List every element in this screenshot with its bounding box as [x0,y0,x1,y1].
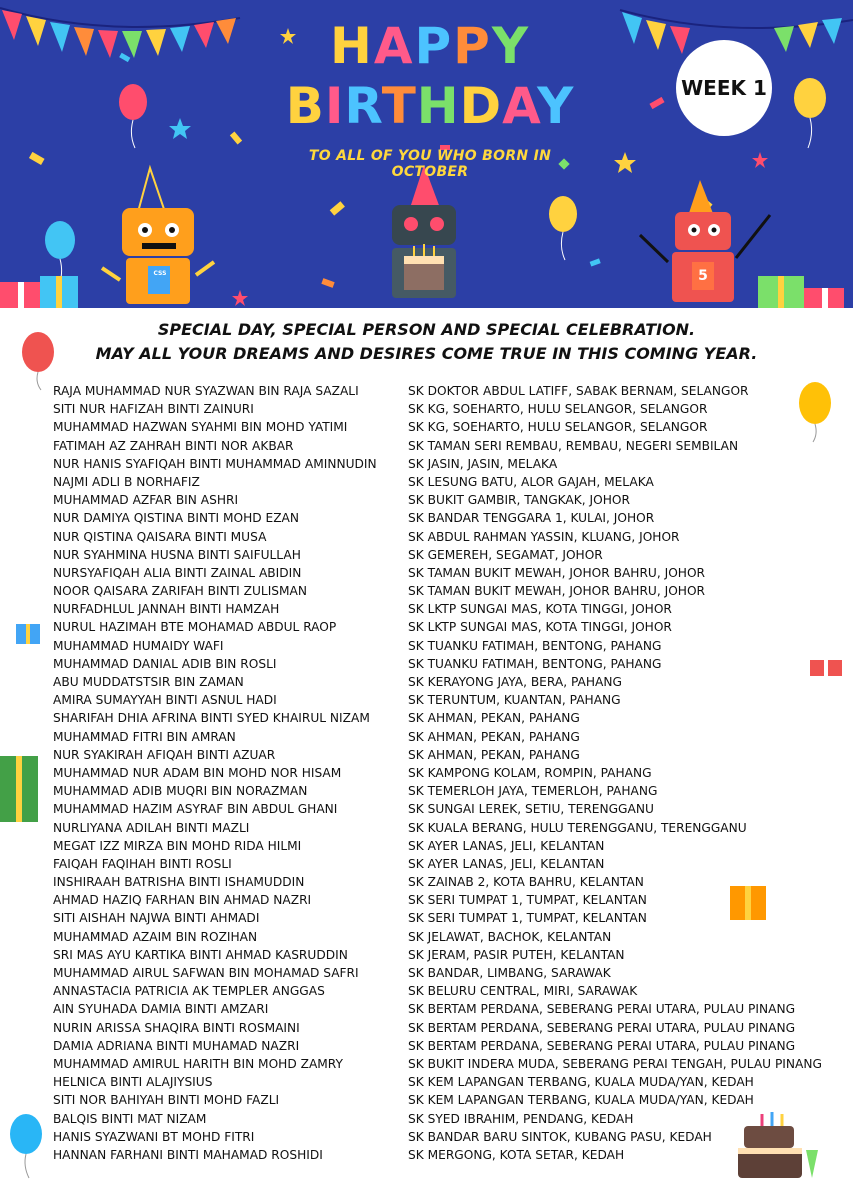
school-name: SK GEMEREH, SEGAMAT, JOHOR [408,547,603,562]
student-name: NURIN ARISSA SHAQIRA BINTI ROSMAINI [53,1020,300,1035]
week-badge-label: WEEK 1 [681,76,767,100]
student-name: MEGAT IZZ MIRZA BIN MOHD RIDA HILMI [53,838,302,853]
student-name: MUHAMMAD HUMAIDY WAFI [53,638,224,653]
school-name: SK JERAM, PASIR PUTEH, KELANTAN [408,947,625,962]
robot-right-badge: 5 [698,268,708,284]
school-name: SK ZAINAB 2, KOTA BAHRU, KELANTAN [408,875,644,890]
birthday-banner [0,0,853,308]
student-name: MUHAMMAD HAZWAN SYAHMI BIN MOHD YATIMI [53,420,348,435]
school-name: SK KERAYONG JAYA, BERA, PAHANG [408,675,622,689]
schools-list [408,382,822,1164]
school-name: SK TERUNTUM, KUANTAN, PAHANG [408,693,621,708]
student-name: NUR SYAHMINA HUSNA BINTI SAIFULLAH [53,547,301,562]
school-name: SK SERI TUMPAT 1, TUMPAT, KELANTAN [408,911,647,926]
school-name: SK KG, SOEHARTO, HULU SELANGOR, SELANGOR [408,420,708,435]
school-name: SK TUANKU FATIMAH, BENTONG, PAHANG [408,638,662,653]
slogan-line-2: MAY ALL YOUR DREAMS AND DESIRES COME TRUE IN THIS COMING YEAR. [95,344,758,363]
student-name: HELNICA BINTI ALAJIYSIUS [53,1075,213,1090]
title-letter: I [324,77,345,135]
student-name: MUHAMMAD AZAIM BIN ROZIHAN [53,929,258,944]
student-name: MUHAMMAD HAZIM ASYRAF BIN ABDUL GHANI [53,802,338,817]
student-name: BALQIS BINTI MAT NIZAM [53,1111,207,1126]
school-name: SK ABDUL RAHMAN YASSIN, KLUANG, JOHOR [408,529,680,544]
student-name: HANNAN FARHANI BINTI MAHAMAD ROSHIDI [53,1147,323,1162]
school-name: SK MERGONG, KOTA SETAR, KEDAH [408,1147,625,1162]
student-name: NUR DAMIYA QISTINA BINTI MOHD EZAN [53,511,300,526]
balloon-blue-icon [10,1114,42,1178]
bunting-left [0,8,240,58]
student-name: NURUL HAZIMAH BTE MOHAMAD ABDUL RAOP [53,620,337,635]
robot-left-illustration [102,168,214,304]
student-name: RAJA MUHAMMAD NUR SYAZWAN BIN RAJA SAZALI [53,384,359,398]
school-name: SK KG, SOEHARTO, HULU SELANGOR, SELANGOR [408,402,708,417]
school-name: SK AYER LANAS, JELI, KELANTAN [408,856,605,871]
school-name: SK TEMERLOH JAYA, TEMERLOH, PAHANG [408,784,658,799]
gift-small-left-icon [16,624,40,644]
school-name: SK SERI TUMPAT 1, TUMPAT, KELANTAN [408,893,647,908]
student-name: ANNASTACIA PATRICIA AK TEMPLER ANGGAS [53,984,325,999]
school-name: SK AHMAN, PEKAN, PAHANG [408,747,580,762]
school-name: SK LKTP SUNGAI MAS, KOTA TINGGI, JOHOR [408,620,672,635]
names-list [53,382,398,1164]
student-name: SITI NUR HAFIZAH BINTI ZAINURI [53,402,254,417]
school-name: SK BELURU CENTRAL, MIRI, SARAWAK [408,984,638,999]
title-letter: A [373,17,415,75]
student-name: MUHAMMAD ADIB MUQRI BIN NORAZMAN [53,784,308,799]
student-name: MUHAMMAD AIRUL SAFWAN BIN MOHAMAD SAFRI [53,966,359,980]
balloon-red-icon [22,332,54,390]
student-name: SITI NOR BAHIYAH BINTI MOHD FAZLI [53,1093,280,1108]
title-letter: H [416,77,460,135]
student-name: MUHAMMAD AMIRUL HARITH BIN MOHD ZAMRY [53,1056,343,1071]
school-name: SK BANDAR, LIMBANG, SARAWAK [408,966,611,980]
title-letter: T [381,77,417,135]
student-name: MUHAMMAD NUR ADAM BIN MOHD NOR HISAM [53,765,342,780]
school-name: SK LESUNG BATU, ALOR GAJAH, MELAKA [408,474,654,489]
school-name: SK BERTAM PERDANA, SEBERANG PERAI UTARA, PULAU PINANG [408,1038,796,1053]
school-name: SK TAMAN BUKIT MEWAH, JOHOR BAHRU, JOHOR [408,584,706,599]
student-name: NURSYAFIQAH ALIA BINTI ZAINAL ABIDIN [53,565,302,580]
student-name: NUR QISTINA QAISARA BINTI MUSA [53,529,267,544]
student-name: HANIS SYAZWANI BT MOHD FITRI [53,1129,255,1144]
student-name: MUHAMMAD DANIAL ADIB BIN ROSLI [53,656,277,671]
school-name: SK KEM LAPANGAN TERBANG, KUALA MUDA/YAN, KEDAH [408,1075,754,1090]
school-name: SK KAMPONG KOLAM, ROMPIN, PAHANG [408,765,652,780]
school-name: SK TAMAN BUKIT MEWAH, JOHOR BAHRU, JOHOR [408,565,706,580]
gift-small-right-icon [810,660,842,676]
school-name: SK AYER LANAS, JELI, KELANTAN [408,838,605,853]
student-name: AHMAD HAZIQ FARHAN BIN AHMAD NAZRI [53,893,312,908]
school-name: SK BUKIT INDERA MUDA, SEBERANG PERAI TENGAH, PULAU PINANG [408,1056,822,1071]
robot-center-illustration [392,165,456,298]
school-name: SK BERTAM PERDANA, SEBERANG PERAI UTARA, PULAU PINANG [408,1002,796,1017]
student-name: FAIQAH FAQIHAH BINTI ROSLI [53,856,232,871]
student-name: SITI AISHAH NAJWA BINTI AHMADI [53,911,260,926]
school-name: SK BERTAM PERDANA, SEBERANG PERAI UTARA, PULAU PINANG [408,1020,796,1035]
banner-subtitle: TO ALL OF YOU WHO BORN IN OCTOBER [308,148,552,180]
student-name: SHARIFAH DHIA AFRINA BINTI SYED KHAIRUL NIZAM [53,711,370,726]
slogan-line-1: SPECIAL DAY, SPECIAL PERSON AND SPECIAL CELEBRATION. [157,320,696,339]
school-name: SK AHMAN, PEKAN, PAHANG [408,729,580,744]
title-letter: P [414,17,454,75]
student-name: DAMIA ADRIANA BINTI MUHAMAD NAZRI [53,1038,300,1053]
student-name: AMIRA SUMAYYAH BINTI ASNUL HADI [53,693,277,708]
title-letter: P [453,17,492,75]
school-name: SK SUNGAI LEREK, SETIU, TERENGGANU [408,802,654,817]
school-name: SK DOKTOR ABDUL LATIFF, SABAK BERNAM, SELANGOR [408,384,749,398]
student-name: AIN SYUHADA DAMIA BINTI AMZARI [53,1002,269,1017]
student-name: MUHAMMAD FITRI BIN AMRAN [53,729,236,744]
title-letter: D [459,77,503,135]
robot-left-badge: CSS [153,270,167,277]
title-letter: A [502,77,538,135]
school-name: SK TUANKU FATIMAH, BENTONG, PAHANG [408,656,662,671]
title-happy-text [330,17,530,75]
student-name: NAJMI ADLI B NORHAFIZ [53,474,200,489]
school-name: SK AHMAN, PEKAN, PAHANG [408,711,580,726]
student-name: NOOR QAISARA ZARIFAH BINTI ZULISMAN [53,584,308,599]
student-name: MUHAMMAD AZFAR BIN ASHRI [53,493,239,508]
student-name: NURFADHLUL JANNAH BINTI HAMZAH [53,602,280,617]
school-name: SK BUKIT GAMBIR, TANGKAK, JOHOR [408,493,630,508]
title-happy [270,18,590,74]
school-name: SK KUALA BERANG, HULU TERENGGANU, TERENGGANU [408,820,747,835]
title-letter: Y [491,17,531,75]
week-badge [676,40,772,136]
title-birthday-text [286,77,575,135]
banner-title [270,18,590,180]
school-name: SK JASIN, JASIN, MELAKA [408,456,558,471]
student-name: NUR HANIS SYAFIQAH BINTI MUHAMMAD AMINNUDIN [53,456,377,471]
title-birthday [270,78,590,134]
school-name: SK TAMAN SERI REMBAU, REMBAU, NEGERI SEMBILAN [408,438,739,453]
school-name: SK BANDAR BARU SINTOK, KUBANG PASU, KEDAH [408,1129,712,1144]
student-name: INSHIRAAH BATRISHA BINTI ISHAMUDDIN [53,875,305,890]
school-name: SK KEM LAPANGAN TERBANG, KUALA MUDA/YAN, KEDAH [408,1093,754,1108]
school-name: SK BANDAR TENGGARA 1, KULAI, JOHOR [408,511,655,526]
title-letter: B [285,77,325,135]
gift-green-icon [0,756,38,822]
title-letter: R [344,77,382,135]
student-name: SRI MAS AYU KARTIKA BINTI AHMAD KASRUDDIN [53,947,348,962]
school-name: SK JELAWAT, BACHOK, KELANTAN [408,929,612,944]
student-name: ABU MUDDATSTSIR BIN ZAMAN [53,675,244,689]
student-name: NURLIYANA ADILAH BINTI MAZLI [53,820,250,835]
school-name: SK LKTP SUNGAI MAS, KOTA TINGGI, JOHOR [408,602,672,617]
school-name: SK SYED IBRAHIM, PENDANG, KEDAH [408,1111,634,1126]
student-name: FATIMAH AZ ZAHRAH BINTI NOR AKBAR [53,438,294,453]
title-letter: Y [537,77,575,135]
title-letter: H [329,17,374,75]
student-name: NUR SYAKIRAH AFIQAH BINTI AZUAR [53,747,276,762]
